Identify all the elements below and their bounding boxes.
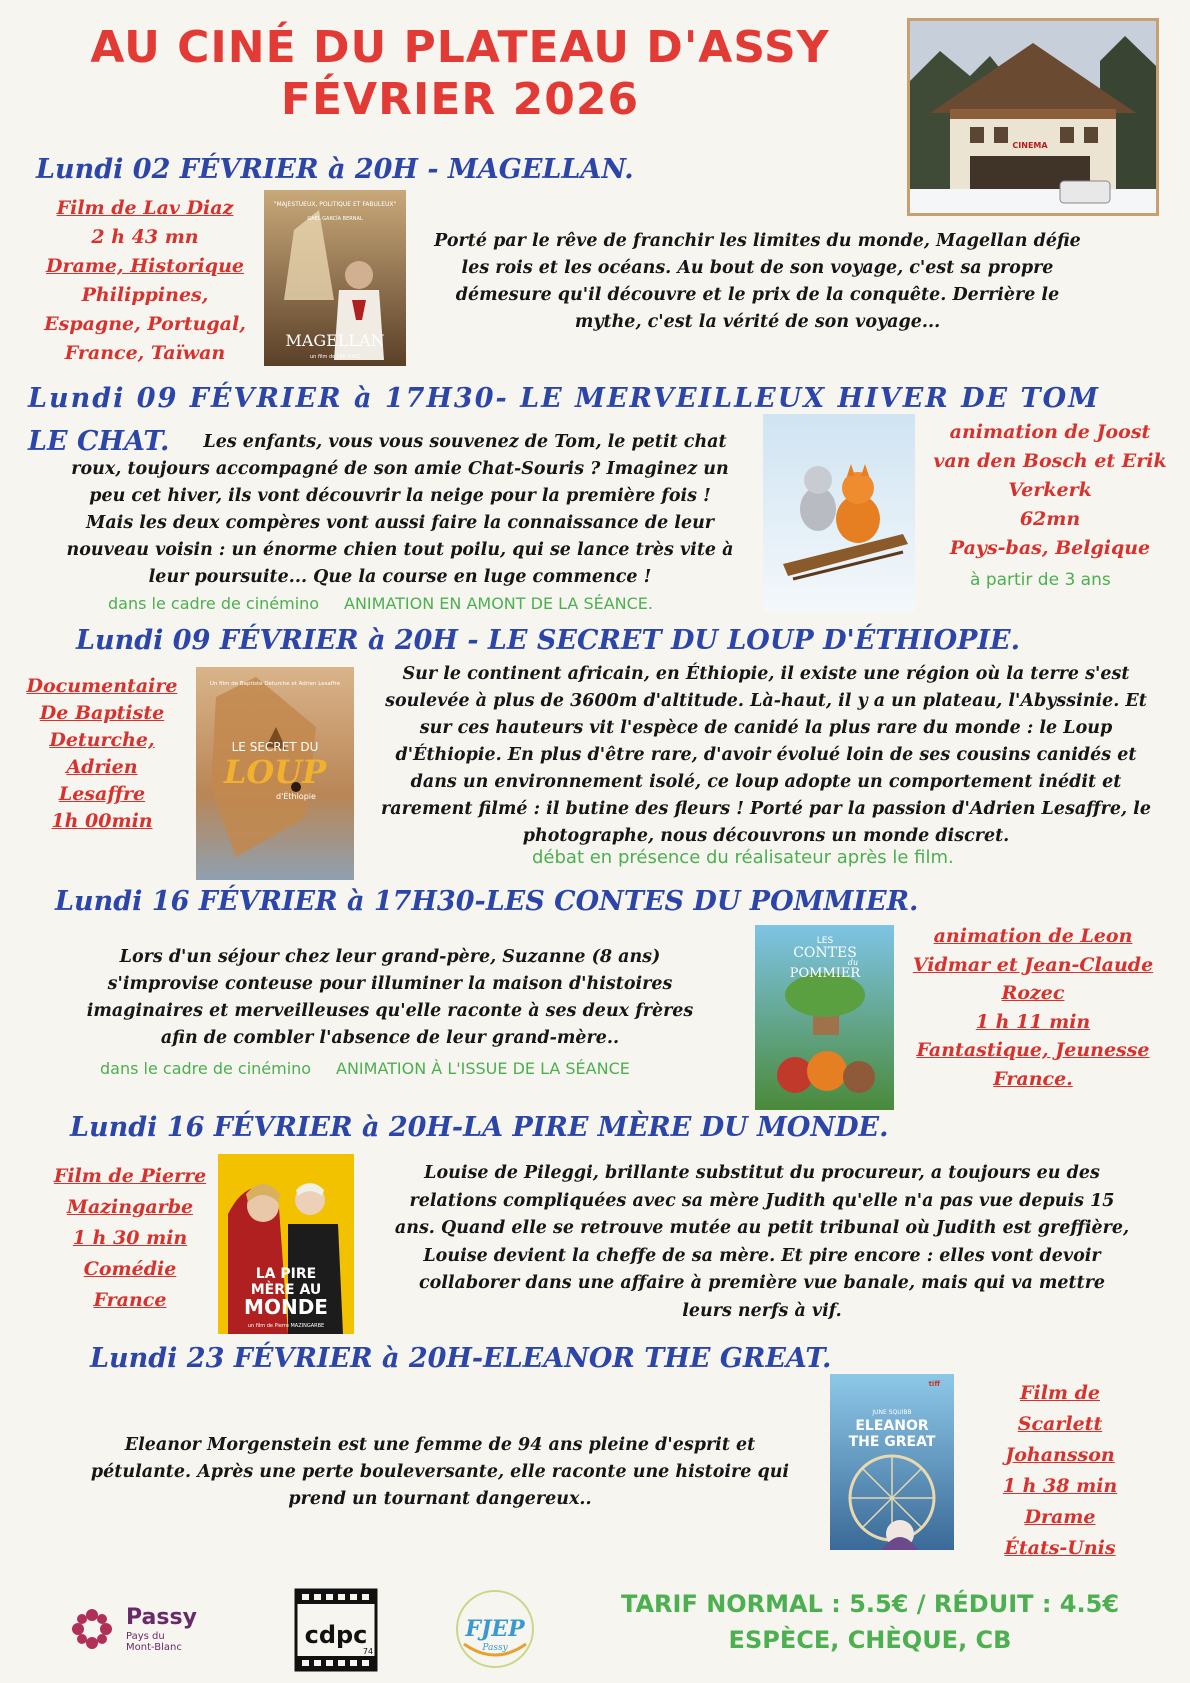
film-1-country: Philippines, [81, 284, 209, 306]
film-3-director: De Baptiste [39, 702, 165, 724]
film-1-poster-credit: un film de LAV DIAZ [310, 354, 360, 360]
film-1-poster-title: MAGELLAN [285, 331, 385, 350]
film-3-genre: Documentaire [26, 675, 178, 697]
film-3-meta [12, 673, 192, 835]
film-4-duration: 1 h 11 min [975, 1010, 1091, 1033]
logo-passy [70, 1605, 220, 1655]
cdpc-logo-name: cdpc [304, 1621, 368, 1649]
title-line-2: FÉVRIER 2026 [280, 74, 640, 125]
film-1-director: Film de Lav Diaz [56, 197, 234, 219]
film-3-poster-title2: LOUP [223, 753, 327, 791]
cinema-building-photo [907, 18, 1159, 216]
film-1-heading: Lundi 02 FÉVRIER à 20H - MAGELLAN. [36, 154, 634, 185]
film-2-description: Les enfants, vous vous souvenez de Tom, le petit chat roux, toujours accompagné de son amie Chat-Souris ? Imaginez un peu cet hiver, ils vont découvrir la neige pour la première fois ! Mais les deux compères vont aussi faire la connaissance de leur nouveau voisin : un énorme chien tout poilu, qui se lance très vite à leur poursuite... Que la course en luge commence ! [66, 432, 734, 587]
passy-logo-name: Passy [126, 1605, 197, 1630]
film-1-country: France, Taïwan [64, 342, 226, 364]
film-4-poster-title1: LES [816, 936, 834, 946]
film-6-poster-title2: THE GREAT [848, 1434, 936, 1450]
film-2-heading: Lundi 09 FÉVRIER à 17H30- LE MERVEILLEUX HIVER DE TOM [28, 383, 1101, 414]
film-2-note-cinemino: dans le cadre de cinémino [108, 594, 320, 613]
passy-logo-sub: Pays du [126, 1631, 165, 1642]
film-1-genre: Drame, Historique [46, 255, 244, 277]
film-3-director: Lesaffre [58, 783, 146, 805]
film-4-country: France. [993, 1067, 1073, 1090]
film-4-note-animation: ANIMATION À L'ISSUE DE LA SÉANCE [336, 1059, 630, 1078]
film-1-country: Espagne, Portugal, [44, 313, 246, 335]
film-5-poster-credit: un film de Pierre MAZINGARBE [247, 1323, 325, 1329]
film-4-heading: Lundi 16 FÉVRIER à 17H30-LES CONTES DU POMMIER. [55, 886, 919, 917]
film-5-poster [218, 1154, 354, 1334]
film-4-director: animation de Leon [933, 925, 1133, 947]
film-3-poster-title1: LE SECRET DU [231, 740, 319, 754]
film-5-country: France [93, 1289, 167, 1311]
film-4-poster-title2: CONTES [793, 945, 857, 961]
film-3-poster-credit: Un film de Baptiste Deturche et Adrien Lesaffre [209, 681, 341, 687]
film-5-description: Louise de Pileggi, brillante substitut du procureur, a toujours eu des relations compliquées avec sa mère Judith qu'elle n'a pas vue depuis 15 ans. Quand elle se retrouve mutée au petit tribunal où Judith est greffière, Louise devient la cheffe de sa mère. Et pire encore : elles vont devoir collaborer dans une affaire à première vue banale, mais qui va mettre leurs nerfs à vif. [394, 1163, 1130, 1321]
film-1-duration: 2 h 43 mn [91, 226, 199, 248]
film-2-heading-cont: LE CHAT. [28, 426, 170, 457]
film-6-country: États-Unis [1004, 1537, 1116, 1559]
film-3-description: Sur le continent africain, en Éthiopie, il existe une région où la terre s'est soulevée à plus de 3600m d'altitude. Là-haut, il y a un plateau, l'Abyssinie. Et sur ces hauteurs vit l'espèce de canidé la plus rare du monde : le Loup d'Éthiopie. En plus d'être rare, d'avoir évolué loin de ses cousins canidés et dans un environnement isolé, ce loup adopte un comportement inédit et rarement filmé : il butine des fleurs ! Porté par la passion d'Adrien Lesaffre, le photographe, nous découvrons un monde discret. [381, 664, 1151, 846]
film-6-duration: 1 h 38 min [1002, 1475, 1118, 1497]
film-2-poster [763, 414, 915, 612]
film-6-director: Johansson [1005, 1444, 1115, 1466]
film-6-heading: Lundi 23 FÉVRIER à 20H-ELEANOR THE GREAT. [90, 1343, 832, 1374]
film-3-heading: Lundi 09 FÉVRIER à 20H - LE SECRET DU LOUP D'ÉTHIOPIE. [76, 625, 1020, 656]
film-4-meta [903, 922, 1163, 1093]
film-2-age: à partir de 3 ans [970, 570, 1111, 590]
film-2-director: animation de Joost [949, 421, 1151, 443]
passy-flower-icon [70, 1607, 114, 1651]
film-4-poster-title4: POMMIER [789, 966, 861, 981]
film-5-poster-title1: LA PIRE [255, 1266, 317, 1282]
film-6-poster [830, 1374, 954, 1550]
film-4-description: Lors d'un séjour chez leur grand-père, Suzanne (8 ans) s'improvise conteuse pour illuminer la maison d'histoires imaginaires et merveilleuses qu'elle raconte à ses deux frères afin de combler l'absence de leur grand-mère.. [86, 947, 694, 1048]
film-4-genre: Fantastique, Jeunesse [916, 1039, 1150, 1061]
page-title [40, 22, 880, 126]
film-5-poster-title2: MÈRE AU [250, 1282, 322, 1298]
film-5-director: Mazingarbe [66, 1196, 194, 1218]
film-5-poster-title3: MONDE [244, 1295, 328, 1319]
film-1-poster [264, 190, 406, 366]
logo-cdpc [294, 1588, 378, 1672]
film-5-genre: Comédie [83, 1258, 177, 1280]
cdpc-logo-num: 74 [362, 1647, 374, 1656]
film-6-meta [960, 1378, 1160, 1564]
film-1-poster-cast: GAEL GARCÍA BERNAL [307, 216, 363, 222]
film-4-director: Vidmar et Jean-Claude [912, 953, 1154, 976]
tarif-prices: TARIF NORMAL : 5.5€ / RÉDUIT : 4.5€ [620, 1590, 1120, 1618]
film-5-meta [30, 1161, 230, 1316]
film-1-poster-quote: "MAJESTUEUX, POLITIQUE ET FABULEUX" [273, 201, 397, 208]
film-6-genre: Drame [1024, 1506, 1096, 1528]
film-3-duration: 1h 00min [51, 810, 153, 832]
film-2-director: van den Bosch et Erik [933, 450, 1167, 472]
film-1-meta [30, 194, 260, 368]
film-2-meta [920, 418, 1180, 563]
film-2-duration: 62mn [1019, 508, 1081, 530]
film-5-director: Film de Pierre [53, 1165, 207, 1187]
fjep-logo-sub: Passy [482, 1643, 508, 1653]
film-6-poster-title1: ELEANOR [855, 1418, 929, 1434]
film-2-country: Pays-bas, Belgique [949, 537, 1151, 559]
cinema-sign: CINEMA [1012, 141, 1048, 150]
title-line-1: AU CINÉ DU PLATEAU D'ASSY [90, 22, 830, 73]
film-3-note-debate: débat en présence du réalisateur après le film. [532, 847, 954, 868]
film-3-poster-title3: d'Éthiopie [276, 792, 316, 801]
film-4-poster-title3: du [847, 958, 859, 967]
film-6-description: Eleanor Morgenstein est une femme de 94 ans pleine d'esprit et pétulante. Après une perte bouleversante, elle raconte une histoire qui prend un tournant dangereux.. [90, 1435, 790, 1509]
film-6-poster-cast: JUNE SQUIBB [872, 1409, 912, 1416]
tarif-block [560, 1586, 1180, 1658]
film-5-heading: Lundi 16 FÉVRIER à 20H-LA PIRE MÈRE DU MONDE. [70, 1112, 889, 1143]
fjep-logo-name: FJEP [465, 1616, 525, 1642]
film-6-poster-tag: tiff [928, 1380, 940, 1388]
film-2-director: Verkerk [1008, 479, 1092, 501]
tarif-payment: ESPÈCE, CHÈQUE, CB [728, 1626, 1012, 1654]
film-3-poster [196, 667, 354, 880]
film-6-director: Film de [1019, 1382, 1101, 1404]
film-3-director: Adrien [66, 756, 138, 778]
film-4-poster [755, 925, 894, 1110]
film-2-note-animation: ANIMATION EN AMONT DE LA SÉANCE. [344, 594, 653, 613]
logo-fjep [452, 1586, 538, 1672]
film-3-director: Deturche, [49, 729, 155, 751]
film-5-duration: 1 h 30 min [72, 1227, 188, 1249]
passy-logo-sub: Mont-Blanc [126, 1642, 182, 1653]
film-4-note-cinemino: dans le cadre de cinémino [100, 1059, 312, 1078]
film-4-director: Rozec [1001, 982, 1065, 1004]
film-1-description: Porté par le rêve de franchir les limites du monde, Magellan défie les rois et les océans. Au bout de son voyage, c'est sa propre démesure qu'il découvre et le prix de la conquête. Derrière le mythe, c'est la vérité de son voyage... [434, 231, 1081, 332]
film-6-director: Scarlett [1017, 1413, 1103, 1435]
